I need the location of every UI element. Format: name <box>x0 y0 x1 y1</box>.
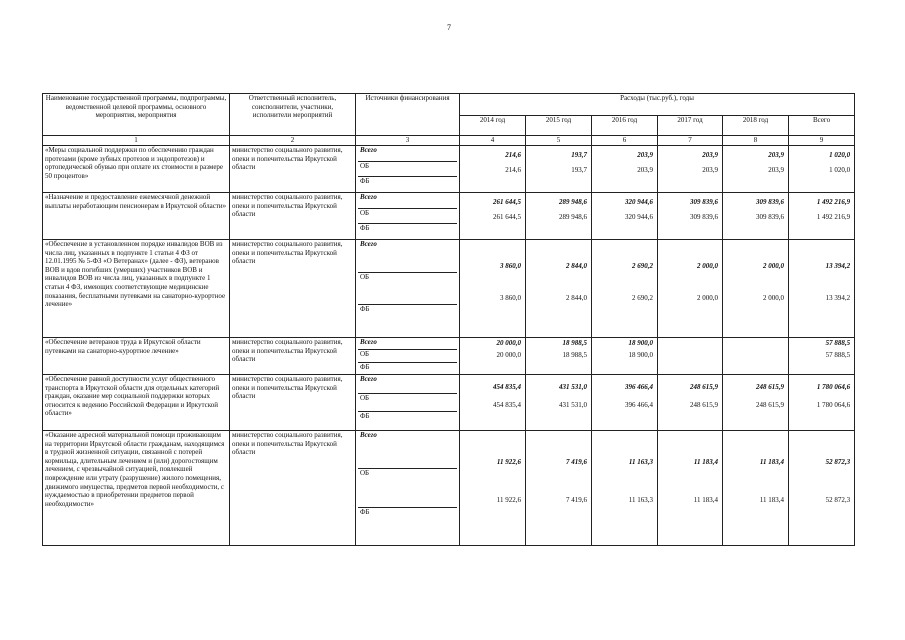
column-number: 4 <box>460 136 526 146</box>
header-executor: Ответственный исполнитель, соисполнители, участники, исполнители мероприятий <box>230 94 356 136</box>
amount-cell <box>592 431 658 546</box>
total-amount: 203,9 <box>768 150 784 159</box>
measure-name: «Обеспечение в установленном порядке инвалидов ВОВ из числа лиц, указанных в подпункте 1 статьи 4 ФЗ от 12.01.1995 № 5-ФЗ «О Ветеранах» (далее - ФЗ), ветеранов ВОВ и вдов погибших (умерших) участников ВОВ и инвалидов ВОВ из числа лиц, указанных в подпункте 1 статьи 4 ФЗ, имеющих соответствующие медицинские показания, бесплатными путевками на санаторно-курортное лечение» <box>43 240 230 338</box>
federal-budget-amount <box>462 412 523 430</box>
total-amount: 248 615,9 <box>690 382 718 391</box>
federal-budget-amount <box>725 507 786 545</box>
regional-budget-amount: 11 163,3 <box>628 496 653 505</box>
regional-budget-amount <box>725 350 786 362</box>
regional-budget-amount: 3 860,0 <box>500 294 521 303</box>
federal-budget-amount <box>594 507 655 545</box>
federal-budget-amount <box>528 305 589 337</box>
regional-budget-amount: 7 419,6 <box>566 496 587 505</box>
federal-budget-amount <box>594 412 655 430</box>
regional-budget-amount: 214,6 <box>505 166 521 175</box>
amount-cell <box>526 431 592 546</box>
total-amount: 2 000,0 <box>697 261 718 270</box>
regional-budget-amount: 320 944,6 <box>625 213 653 222</box>
amount-cell <box>789 146 855 193</box>
source-label: ОБ <box>358 349 457 361</box>
regional-budget-amount: 309 839,6 <box>756 213 784 222</box>
amount-cell <box>592 146 658 193</box>
column-number: 2 <box>230 136 356 146</box>
federal-budget-amount <box>660 412 720 430</box>
column-number: 5 <box>526 136 592 146</box>
amount-cell <box>789 338 855 375</box>
amount-cell <box>592 240 658 338</box>
federal-budget-amount <box>594 362 655 374</box>
responsible-executor: министерство социального развития, опеки и попечительства Иркутской области <box>230 338 356 375</box>
source-label: Всего <box>360 146 377 154</box>
measure-name: «Оказание адресной материальной помощи проживающим на территории Иркутской области гражданам, находящимся в трудной жизненной ситуации, связанной с потерей кормильца, длительным лечением и (или) дорогостоящим лечением, с чрезвычайной ситуацией, повлекшей повреждение или утрату (разрушение) жилого помещения, движимого имущества, предметов первой необходимости, с нуждаемостью в приобретении предметов первой необходимости» <box>43 431 230 546</box>
total-amount: 2 690,2 <box>632 261 653 270</box>
total-amount: 7 419,6 <box>566 458 587 467</box>
federal-budget-amount <box>725 177 786 192</box>
amount-cell <box>658 240 723 338</box>
regional-budget-amount: 1 492 216,9 <box>816 213 851 222</box>
federal-budget-amount <box>660 224 720 239</box>
header-expenses: Расходы (тыс.руб.), годы <box>460 94 855 116</box>
responsible-executor: министерство социального развития, опеки и попечительства Иркутской области <box>230 375 356 431</box>
amount-cell <box>723 240 789 338</box>
amount-cell <box>658 338 723 375</box>
funding-sources <box>356 431 460 546</box>
source-label: ОБ <box>358 468 457 506</box>
source-label: Всего <box>360 240 377 248</box>
total-amount: 18 988,5 <box>562 339 587 348</box>
federal-budget-amount <box>528 177 589 192</box>
funding-sources <box>356 146 460 193</box>
total-amount <box>725 338 786 350</box>
responsible-executor: министерство социального развития, опеки и попечительства Иркутской области <box>230 146 356 193</box>
source-label: Всего <box>360 338 377 346</box>
federal-budget-amount <box>791 507 852 545</box>
total-amount: 11 922,6 <box>496 458 521 467</box>
total-amount: 11 163,3 <box>628 458 653 467</box>
regional-budget-amount: 52 872,3 <box>825 496 851 505</box>
source-label: Всего <box>360 431 377 439</box>
regional-budget-amount: 1 020,0 <box>829 166 851 175</box>
regional-budget-amount: 11 922,6 <box>496 496 521 505</box>
page-number: 7 <box>447 23 451 32</box>
amount-cell <box>789 431 855 546</box>
total-amount: 289 948,6 <box>559 197 587 206</box>
column-number: 1 <box>43 136 230 146</box>
table-row <box>43 146 855 193</box>
federal-budget-amount <box>462 507 523 545</box>
amount-cell <box>658 431 723 546</box>
total-amount: 1 020,0 <box>829 150 851 159</box>
federal-budget-amount <box>791 177 852 192</box>
responsible-executor: министерство социального развития, опеки и попечительства Иркутской области <box>230 193 356 240</box>
source-label: ФБ <box>358 223 457 239</box>
federal-budget-amount <box>594 224 655 239</box>
regional-budget-amount: 431 531,0 <box>559 401 587 410</box>
total-amount: 309 839,6 <box>756 197 784 206</box>
regional-budget-amount: 203,9 <box>768 166 784 175</box>
source-label: ФБ <box>358 304 457 337</box>
regional-budget-amount: 248 615,9 <box>756 401 784 410</box>
column-number: 7 <box>658 136 723 146</box>
federal-budget-amount <box>660 362 720 374</box>
regional-budget-amount: 203,9 <box>637 166 653 175</box>
total-amount: 11 183,4 <box>693 458 718 467</box>
amount-cell <box>789 193 855 240</box>
amount-cell <box>723 146 789 193</box>
amount-cell <box>526 338 592 375</box>
amount-cell <box>723 375 789 431</box>
header-year: 2015 год <box>526 116 592 136</box>
regional-budget-amount: 18 900,0 <box>628 351 653 360</box>
regional-budget-amount: 11 183,4 <box>759 496 784 505</box>
total-amount: 52 872,3 <box>825 458 851 467</box>
federal-budget-amount <box>528 412 589 430</box>
federal-budget-amount <box>462 305 523 337</box>
federal-budget-amount <box>660 507 720 545</box>
measure-name: «Обеспечение ветеранов труда в Иркутской области путевками на санаторно-курортное лечение» <box>43 338 230 375</box>
source-label: ОБ <box>358 272 457 305</box>
amount-cell <box>460 146 526 193</box>
regional-budget-amount: 57 888,5 <box>825 351 851 360</box>
total-amount: 248 615,9 <box>756 382 784 391</box>
measure-name: «Назначение и предоставление ежемесячной денежной выплаты неработающим пенсионерам в Иркутской области» <box>43 193 230 240</box>
regional-budget-amount: 2 690,2 <box>632 294 653 303</box>
federal-budget-amount <box>660 177 720 192</box>
table-row <box>43 193 855 240</box>
amount-cell <box>526 375 592 431</box>
source-label: ФБ <box>358 411 457 430</box>
total-amount: 2 000,0 <box>763 261 784 270</box>
regional-budget-amount: 309 839,6 <box>690 213 718 222</box>
regional-budget-amount: 13 394,2 <box>825 294 851 303</box>
amount-cell <box>460 431 526 546</box>
federal-budget-amount <box>725 412 786 430</box>
amount-cell <box>789 375 855 431</box>
amount-cell <box>460 338 526 375</box>
amount-cell <box>592 338 658 375</box>
federal-budget-amount <box>594 305 655 337</box>
header-year: 2014 год <box>460 116 526 136</box>
column-number: 6 <box>592 136 658 146</box>
amount-cell <box>460 375 526 431</box>
column-number: 9 <box>789 136 855 146</box>
amount-cell <box>723 193 789 240</box>
total-amount: 203,9 <box>702 150 718 159</box>
amount-cell <box>723 431 789 546</box>
source-label: ФБ <box>358 176 457 192</box>
table-row <box>43 431 855 546</box>
regional-budget-amount: 2 000,0 <box>763 294 784 303</box>
total-amount: 57 888,5 <box>825 339 851 348</box>
amount-cell <box>658 375 723 431</box>
federal-budget-amount <box>660 305 720 337</box>
amount-cell <box>526 193 592 240</box>
header-year: 2016 год <box>592 116 658 136</box>
federal-budget-amount <box>528 362 589 374</box>
regional-budget-amount: 454 835,4 <box>493 401 521 410</box>
funding-sources <box>356 193 460 240</box>
table-row <box>43 240 855 338</box>
header-name: Наименование государственной программы, подпрограммы, ведомственной целевой программы, основного мероприятия, мероприятия <box>43 94 230 136</box>
total-amount: 1 780 064,6 <box>816 382 851 391</box>
total-amount: 3 860,0 <box>500 261 521 270</box>
federal-budget-amount <box>462 362 523 374</box>
federal-budget-amount <box>462 177 523 192</box>
total-amount: 2 844,0 <box>566 261 587 270</box>
regional-budget-amount: 261 644,5 <box>493 213 521 222</box>
regional-budget-amount <box>660 350 720 362</box>
responsible-executor: министерство социального развития, опеки и попечительства Иркутской области <box>230 431 356 546</box>
federal-budget-amount <box>791 362 852 374</box>
header-sources: Источники финансирования <box>356 94 460 136</box>
federal-budget-amount <box>725 362 786 374</box>
table-row <box>43 338 855 375</box>
amount-cell <box>460 193 526 240</box>
federal-budget-amount <box>528 224 589 239</box>
source-label: ОБ <box>358 161 457 177</box>
total-amount: 454 835,4 <box>493 382 521 391</box>
amount-cell <box>592 193 658 240</box>
total-amount: 396 466,4 <box>625 382 653 391</box>
source-label: Всего <box>360 375 377 383</box>
federal-budget-amount <box>725 224 786 239</box>
total-amount: 1 492 216,9 <box>816 197 851 206</box>
regional-budget-amount: 1 780 064,6 <box>816 401 851 410</box>
total-amount: 203,9 <box>637 150 653 159</box>
regional-budget-amount: 20 000,0 <box>496 351 521 360</box>
measure-name: «Обеспечение равной доступности услуг общественного транспорта в Иркутской области для отдельных категорий граждан, оказание мер социальной поддержки которых относится к ведению Российской Федерации и Иркутской области» <box>43 375 230 431</box>
total-amount: 320 944,6 <box>625 197 653 206</box>
federal-budget-amount <box>594 177 655 192</box>
total-amount: 309 839,6 <box>690 197 718 206</box>
source-label: ОБ <box>358 208 457 224</box>
header-year: 2018 год <box>723 116 789 136</box>
total-amount: 20 000,0 <box>496 339 521 348</box>
regional-budget-amount: 2 844,0 <box>566 294 587 303</box>
amount-cell <box>723 338 789 375</box>
column-number: 3 <box>356 136 460 146</box>
federal-budget-amount <box>791 412 852 430</box>
total-amount: 193,7 <box>571 150 587 159</box>
amount-cell <box>526 146 592 193</box>
total-amount: 11 183,4 <box>759 458 784 467</box>
responsible-executor: министерство социального развития, опеки и попечительства Иркутской области <box>230 240 356 338</box>
funding-sources <box>356 338 460 375</box>
federal-budget-amount <box>462 224 523 239</box>
measure-name: «Меры социальной поддержки по обеспечению граждан протезами (кроме зубных протезов и эндопротезов) и ортопедической обувью при оплате их стоимости в размере 50 процентов» <box>43 146 230 193</box>
federal-budget-amount <box>725 305 786 337</box>
federal-budget-amount <box>791 224 852 239</box>
table-row <box>43 375 855 431</box>
federal-budget-amount <box>791 305 852 337</box>
financing-table <box>42 93 855 546</box>
regional-budget-amount: 193,7 <box>571 166 587 175</box>
source-label: ФБ <box>358 362 457 374</box>
source-label: ФБ <box>358 507 457 545</box>
regional-budget-amount: 11 183,4 <box>693 496 718 505</box>
regional-budget-amount: 2 000,0 <box>697 294 718 303</box>
regional-budget-amount: 248 615,9 <box>690 401 718 410</box>
amount-cell <box>658 146 723 193</box>
regional-budget-amount: 396 466,4 <box>625 401 653 410</box>
regional-budget-amount: 18 988,5 <box>562 351 587 360</box>
total-amount: 261 644,5 <box>493 197 521 206</box>
regional-budget-amount: 289 948,6 <box>559 213 587 222</box>
funding-sources <box>356 375 460 431</box>
total-amount: 431 531,0 <box>559 382 587 391</box>
source-label: Всего <box>360 193 377 201</box>
federal-budget-amount <box>528 507 589 545</box>
total-amount: 13 394,2 <box>825 261 851 270</box>
column-number: 8 <box>723 136 789 146</box>
source-label: ОБ <box>358 393 457 412</box>
funding-sources <box>356 240 460 338</box>
amount-cell <box>592 375 658 431</box>
regional-budget-amount: 203,9 <box>702 166 718 175</box>
amount-cell <box>789 240 855 338</box>
header-total: Всего <box>789 116 855 136</box>
total-amount <box>660 338 720 350</box>
amount-cell <box>460 240 526 338</box>
amount-cell <box>658 193 723 240</box>
total-amount: 18 900,0 <box>628 339 653 348</box>
header-year: 2017 год <box>658 116 723 136</box>
total-amount: 214,6 <box>505 150 521 159</box>
amount-cell <box>526 240 592 338</box>
